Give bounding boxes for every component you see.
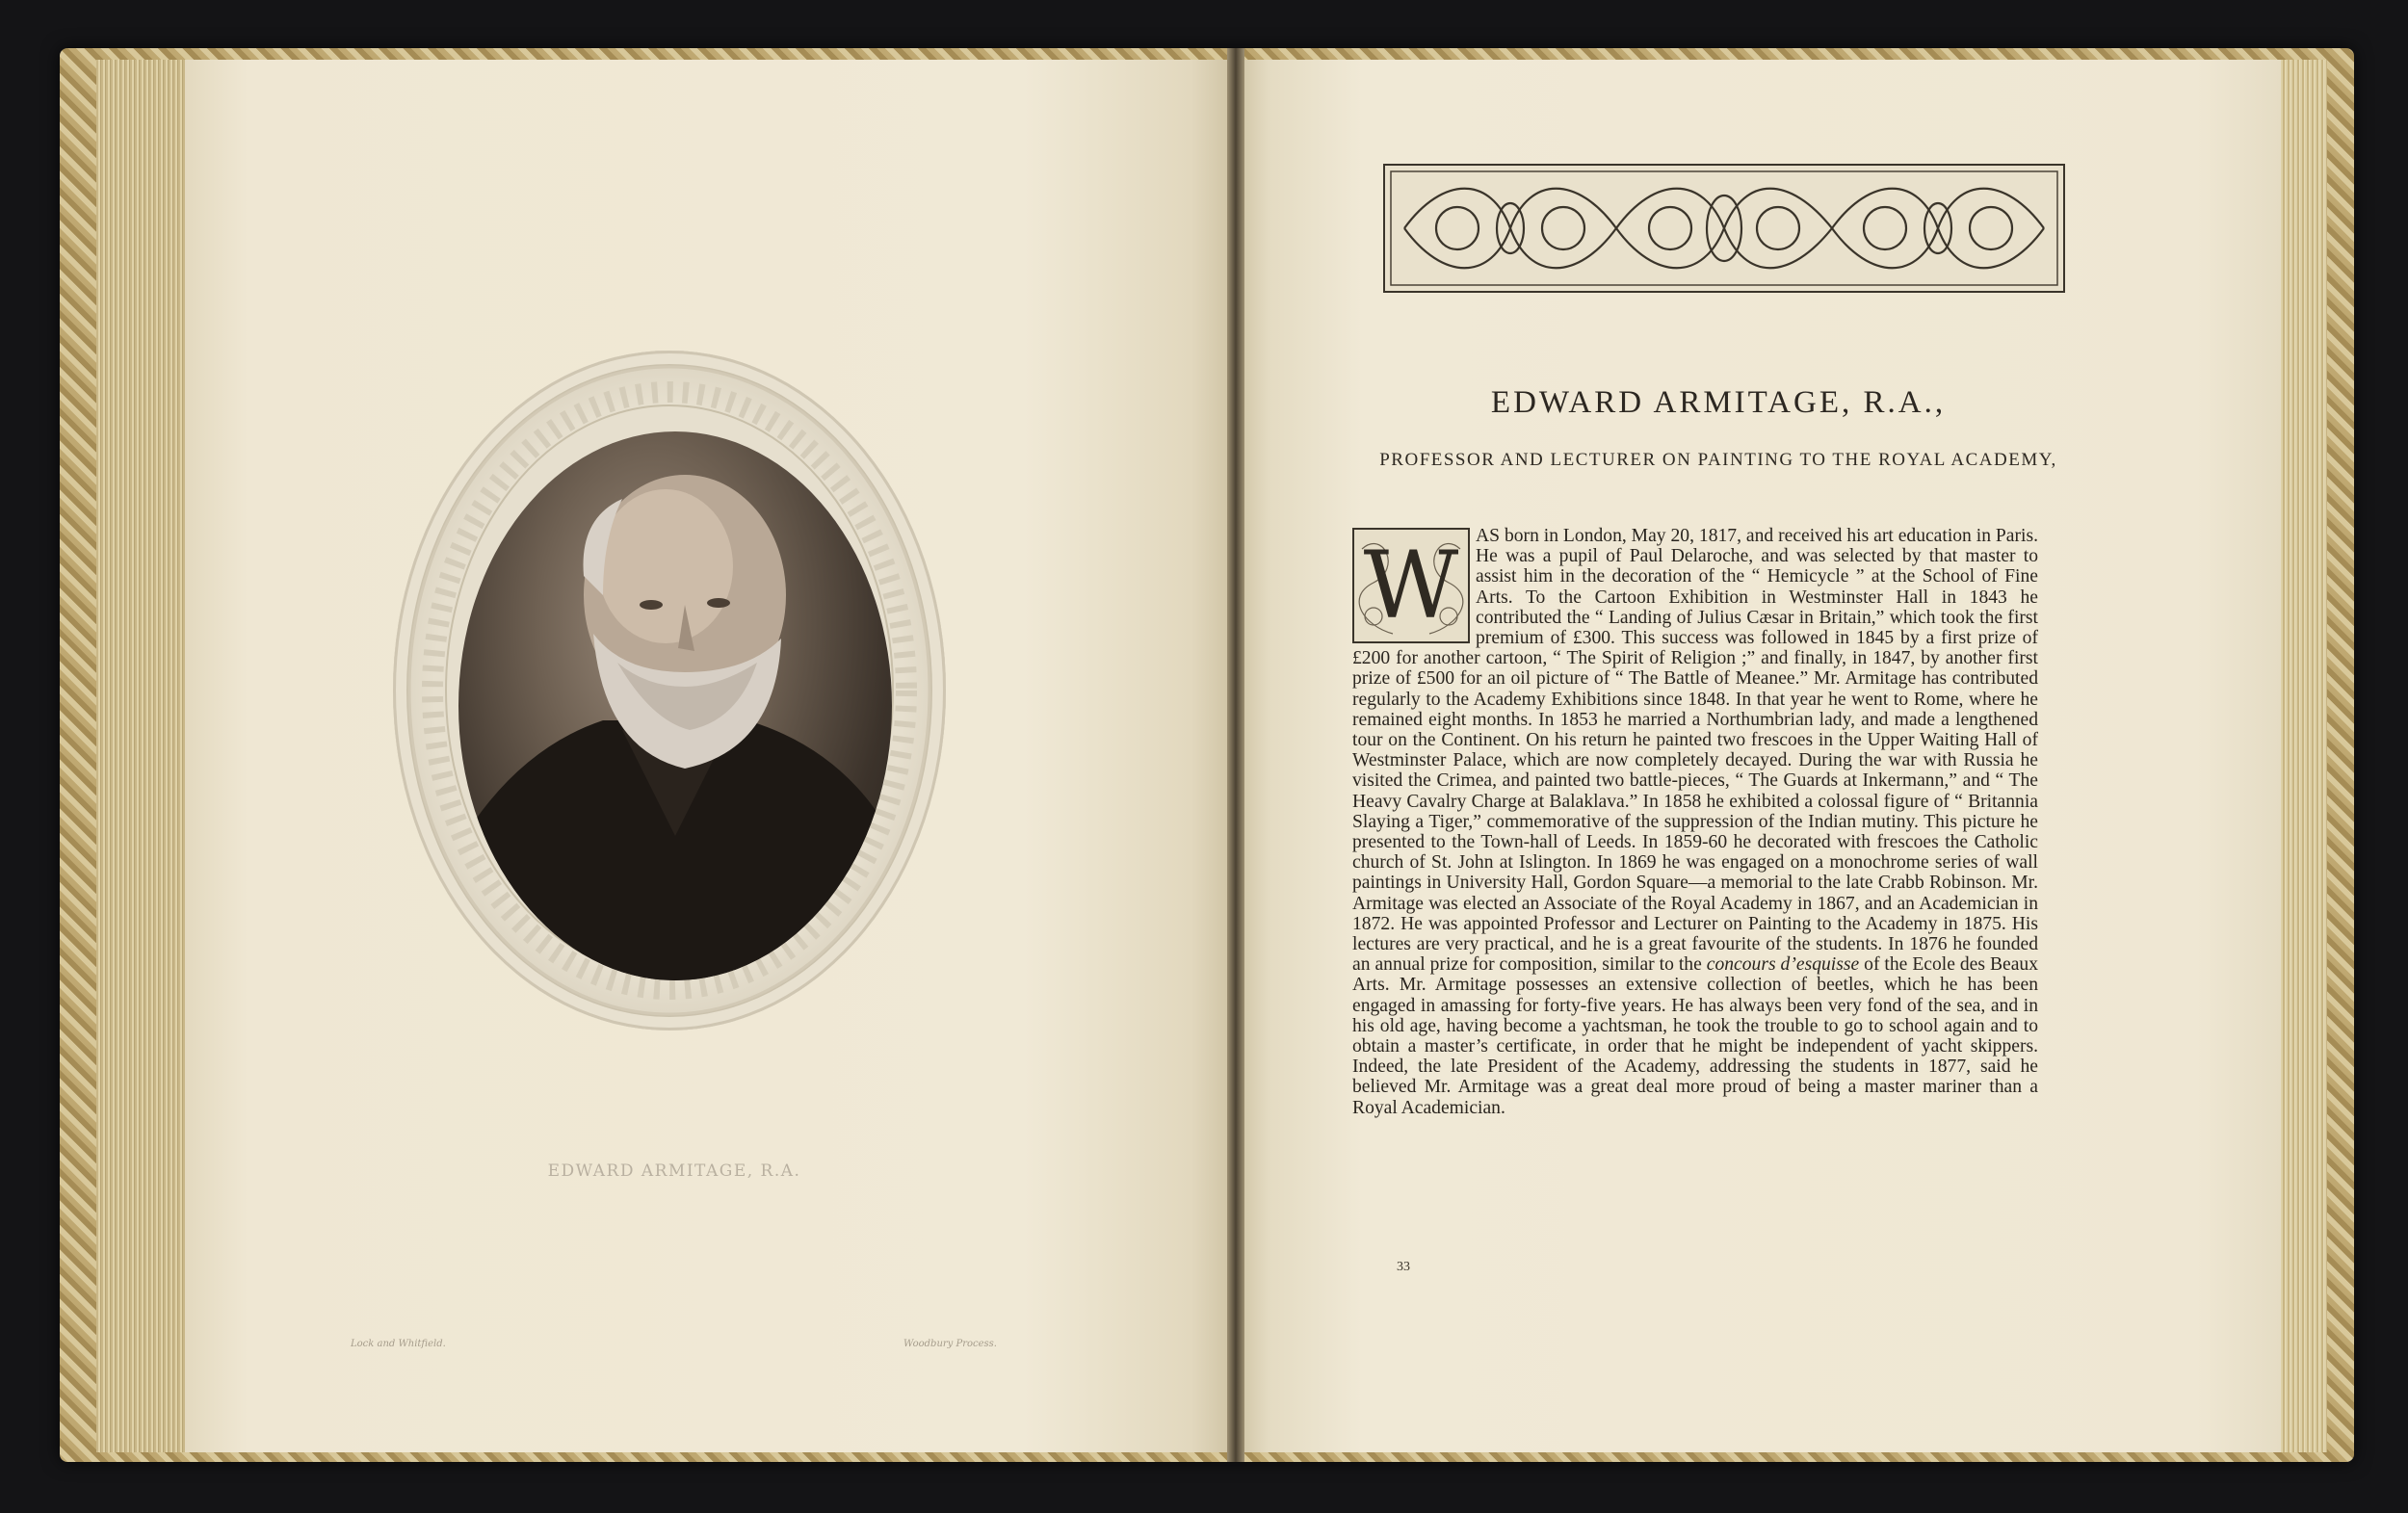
decorated-initial (1352, 528, 1470, 643)
book-gutter (1227, 48, 1244, 1462)
article-title: EDWARD ARMITAGE, R.A., (1490, 385, 1947, 420)
process-credit: Woodbury Process. (903, 1339, 997, 1349)
body-text-part-2: of the Ecole des Beaux Arts. Mr. Armitage possesses an extensive collection of beetles, which he has been engaged in amassing for forty-five years. He has always been very fond of the sea, and in his old age, having become a yachtsman, he took the trouble to go to school again and to obtain a master’s certificate, in order that he might be independent of yacht skippers. Indeed, the late President of the Academy, addressing the students in 1877, said he believed Mr. Armitage was a great deal more proud of being a master mariner than a Royal Academician. (1352, 954, 2039, 1118)
article-subtitle: PROFESSOR AND LECTURER ON PAINTING TO THE ROYAL ACADEMY, (1379, 450, 2057, 470)
page-edges-right (2281, 60, 2327, 1452)
page-number: 33 (1397, 1260, 1410, 1274)
drop-cap-letter: W (1363, 532, 1459, 639)
body-text-italic: concours d’esquisse (1706, 954, 1860, 976)
body-text-part-1: AS born in London, May 20, 1817, and received his art education in Paris. He was a pupil of Paul Delaroche, and was selected by that master to assist him in the decoration of the “ Hemicycle ” at the School of Fine Arts. To the Cartoon Exhibition in Westminster Hall in 1843 he contributed the “ Landing of Julius Cæsar in Britain,” which took the first premium of £300. This success was followed in 1845 by a first prize of £200 for another cartoon, “ The Spirit of Religion ;” and finally, in 1847, by another first prize of £500 for an oil picture of “ The Battle of Meanee.” Mr. Armitage has contributed regularly to the Academy Exhibitions since 1848. In that year he went to Rome, where he remained eight months. In 1853 he married a Northumbrian lady, and made a lengthened tour on the Continent. On his return he painted two frescoes in the Upper Waiting Hall of Westminster Palace, which are now completely decayed. During the war with Russia he visited the Crimea, and painted two battle-pieces, “ The Guards at Inkermann,” and “ The Heavy Cavalry Charge at Balaklava.” In 1858 he exhibited a colossal figure of “ Britannia Slaying a Tiger,” commemorative of the suppression of the Indian mutiny. This picture he presented to the Town-hall of Leeds. In 1859-60 he decorated with frescoes the Catholic church of St. John at Islington. In 1869 he was engaged on a monochrome series of wall paintings in University Hall, Gordon Square—a memorial to the late Crabb Robinson. Mr. Armitage was elected an Associate of the Royal Academy in 1867, and an Academician in 1872. He was appointed Professor and Lecturer on Painting to the Academy in 1875. His lectures are very practical, and he is a great favourite of the students. In 1876 he founded an annual prize for composition, similar to the (1352, 526, 2038, 976)
portrait-photograph (458, 431, 892, 980)
photographer-credit: Lock and Whitfield. (351, 1339, 446, 1349)
ornamental-headpiece (1383, 164, 2065, 293)
article-body (1352, 526, 2038, 1118)
page-edges-left (96, 60, 185, 1452)
plate-caption: EDWARD ARMITAGE, R.A. (547, 1161, 801, 1181)
